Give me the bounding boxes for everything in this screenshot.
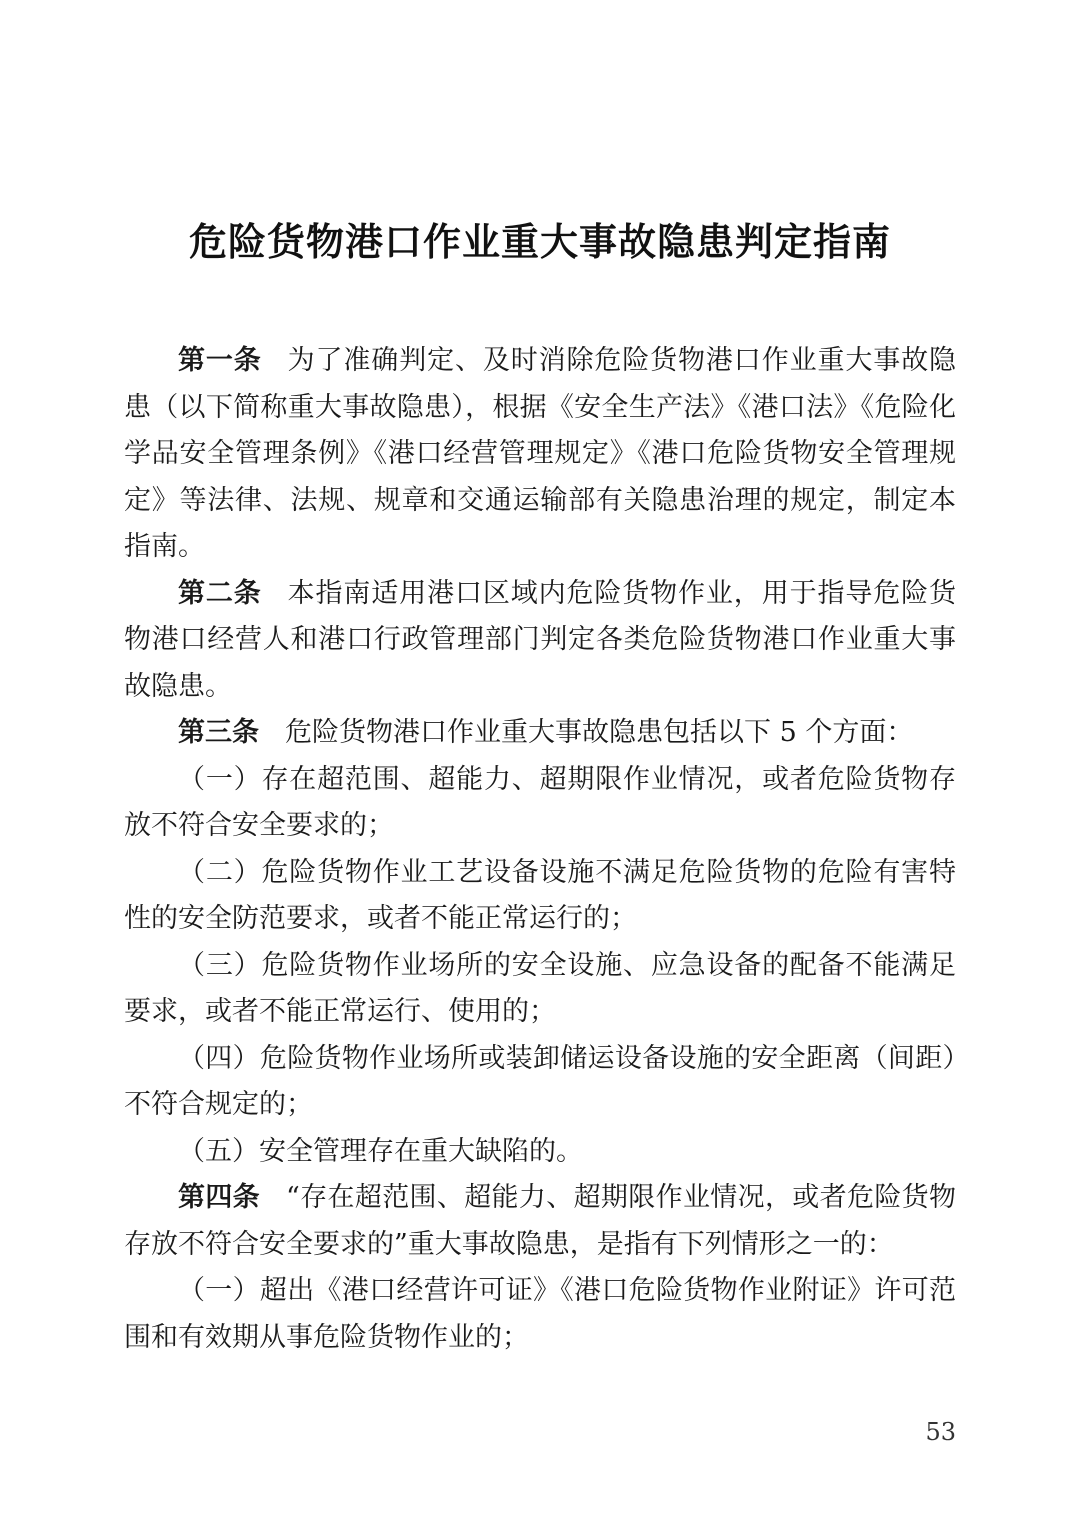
article-text: 为了准确判定、及时消除危险货物港口作业重大事故隐患（以下简称重大事故隐患），根据《安全生产法》《港口法》《危险化学品安全管理条例》《港口经营管理规定》《港口危险货物安全管理规定》等法律、法规、规章和交通运输部有关隐患治理的规定，制定本指南。 xyxy=(124,345,957,562)
article-label: 第二条 xyxy=(178,577,262,609)
article-3 xyxy=(124,710,956,757)
list-item-4 xyxy=(124,1036,956,1129)
article-label: 第三条 xyxy=(178,717,259,748)
article-1 xyxy=(124,338,956,571)
list-item-2 xyxy=(124,850,956,943)
article-label: 第一条 xyxy=(178,345,262,376)
article-2 xyxy=(124,571,956,711)
list-item-6 xyxy=(124,1268,956,1361)
list-item-1 xyxy=(124,757,956,850)
document-title: 危险货物港口作业重大事故隐患判定指南 xyxy=(188,220,891,264)
list-item-text: （四）危险货物作业场所或装卸储运设备设施的安全距离（间距）不符合规定的； xyxy=(124,1042,956,1120)
list-item-text: （三）危险货物作业场所的安全设施、应急设备的配备不能满足要求，或者不能正常运行、使用的； xyxy=(124,949,956,1027)
article-text: 危险货物港口作业重大事故隐患包括以下 5 个方面： xyxy=(285,717,914,748)
article-4 xyxy=(124,1175,956,1268)
list-item-5 xyxy=(124,1129,956,1176)
list-item-text: （一）超出《港口经营许可证》《港口危险货物作业附证》许可范围和有效期从事危险货物作业的； xyxy=(124,1275,956,1353)
list-item-text: （二）危险货物作业工艺设备设施不满足危险货物的危险有害特性的安全防范要求，或者不能正常运行的； xyxy=(124,856,956,934)
article-text: 本指南适用港口区域内危险货物作业，用于指导危险货物港口经营人和港口行政管理部门判定各类危险货物港口作业重大事故隐患。 xyxy=(124,577,957,702)
document-body xyxy=(124,338,956,1361)
article-text: “存在超范围、超能力、超期限作业情况，或者危险货物存放不符合安全要求的”重大事故隐患，是指有下列情形之一的： xyxy=(124,1182,957,1260)
list-item-3 xyxy=(124,943,956,1036)
article-label: 第四条 xyxy=(178,1182,261,1213)
list-item-text: （一）存在超范围、超能力、超期限作业情况，或者危险货物存放不符合安全要求的； xyxy=(124,763,956,841)
page-number: 53 xyxy=(925,1418,956,1446)
list-item-text: （五）安全管理存在重大缺陷的。 xyxy=(178,1135,583,1167)
